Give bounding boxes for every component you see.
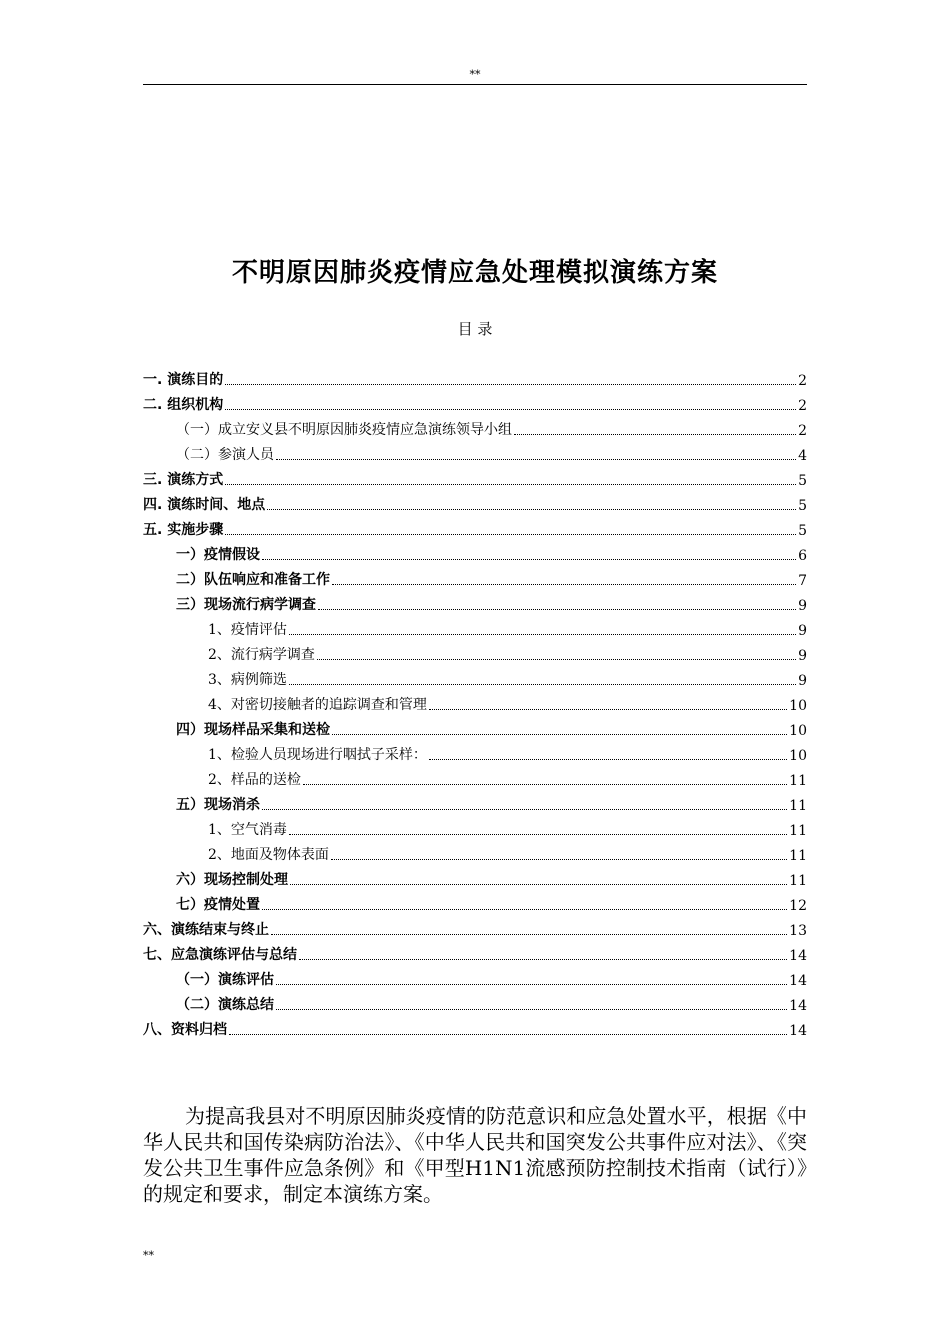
toc-entry[interactable]	[143, 389, 807, 414]
toc-entry-page: 5	[798, 498, 807, 514]
toc-dot-leader	[331, 859, 787, 860]
toc-entry-page: 13	[789, 923, 807, 939]
toc-entry-title: 2、样品的送检	[208, 772, 301, 788]
toc-dot-leader	[262, 809, 787, 810]
toc-entry-page: 14	[789, 998, 807, 1014]
toc-entry[interactable]	[143, 939, 807, 964]
toc-entry-title: 六、演练结束与终止	[143, 922, 269, 938]
toc-entry-title: 1、疫情评估	[208, 622, 287, 638]
toc-entry-title: （二）参演人员	[176, 447, 274, 463]
toc-entry-title: 四. 演练时间、地点	[143, 497, 266, 513]
toc-dot-leader	[289, 834, 787, 835]
header-rule	[143, 84, 807, 85]
toc-dot-leader	[276, 984, 787, 985]
toc-dot-leader	[514, 434, 796, 435]
toc-dot-leader	[317, 659, 796, 660]
toc-entry-title: 三. 演练方式	[143, 472, 224, 488]
toc-entry-title: 1、空气消毒	[208, 822, 287, 838]
toc-entry[interactable]	[143, 464, 807, 489]
toc-entry-title: 七）疫情处置	[176, 897, 260, 913]
toc-entry[interactable]	[143, 614, 807, 639]
toc-entry-page: 9	[798, 598, 807, 614]
toc-dot-leader	[267, 509, 796, 510]
toc-entry[interactable]	[143, 964, 807, 989]
toc-entry-title: （二）演练总结	[176, 997, 274, 1013]
toc-entry-title: （一）成立安义县不明原因肺炎疫情应急演练领导小组	[176, 422, 512, 438]
toc-entry-page: 7	[798, 573, 807, 589]
toc-entry-page: 10	[789, 698, 807, 714]
toc-entry-title: 八、资料归档	[143, 1022, 227, 1038]
toc-entry-page: 14	[789, 948, 807, 964]
toc-entry[interactable]	[143, 439, 807, 464]
toc-entry[interactable]	[143, 714, 807, 739]
toc-entry-page: 11	[789, 848, 807, 864]
toc-entry-title: 六）现场控制处理	[176, 872, 288, 888]
toc-entry-page: 11	[789, 823, 807, 839]
toc-entry-title: 一. 演练目的	[143, 372, 224, 388]
toc-entry[interactable]	[143, 839, 807, 864]
toc-dot-leader	[299, 959, 787, 960]
toc-entry[interactable]	[143, 589, 807, 614]
toc-entry-page: 2	[798, 398, 807, 414]
toc-entry[interactable]	[143, 539, 807, 564]
toc-dot-leader	[429, 709, 787, 710]
toc-dot-leader	[318, 609, 796, 610]
toc-entry-title: 2、流行病学调查	[208, 647, 315, 663]
toc-entry-title: 1、检验人员现场进行咽拭子采样：	[208, 747, 427, 763]
toc-entry-page: 11	[789, 773, 807, 789]
toc-entry-page: 2	[798, 373, 807, 389]
toc-entry[interactable]	[143, 889, 807, 914]
toc-entry-title: 五. 实施步骤	[143, 522, 224, 538]
toc-entry-page: 9	[798, 648, 807, 664]
document-title: 不明原因肺炎疫情应急处理模拟演练方案	[231, 258, 718, 288]
toc-entry[interactable]	[143, 689, 807, 714]
toc-heading: 目 录	[457, 320, 493, 338]
toc-entry[interactable]	[143, 1014, 807, 1039]
toc-entry-page: 9	[798, 673, 807, 689]
toc-entry-title: 五）现场消杀	[176, 797, 260, 813]
toc-dot-leader	[225, 484, 796, 485]
toc-entry[interactable]	[143, 489, 807, 514]
toc-entry-page: 10	[789, 723, 807, 739]
toc-dot-leader	[276, 459, 796, 460]
toc-dot-leader	[271, 934, 787, 935]
toc-entry-title: 4、对密切接触者的追踪调查和管理	[208, 697, 427, 713]
toc-entry[interactable]	[143, 864, 807, 889]
toc-dot-leader	[332, 734, 787, 735]
toc-entry[interactable]	[143, 364, 807, 389]
toc-entry-page: 6	[798, 548, 807, 564]
toc-entry-page: 10	[789, 748, 807, 764]
intro-paragraph: 为提高我县对不明原因肺炎疫情的防范意识和应急处置水平，根据《中华人民共和国传染病防治法》、《中华人民共和国突发公共事件应对法》、《突发公共卫生事件应急条例》和《甲型H1N1流感预防控制技术指南（试行）》的规定和要求，制定本演练方案。	[143, 1104, 807, 1206]
toc-dot-leader	[290, 884, 787, 885]
toc-entry[interactable]	[143, 764, 807, 789]
toc-entry-title: 四）现场样品采集和送检	[176, 722, 330, 738]
toc-entry-page: 12	[789, 898, 807, 914]
toc-entry-page: 4	[798, 448, 807, 464]
toc-entry-title: 3、病例筛选	[208, 672, 287, 688]
toc-entry-page: 11	[789, 873, 807, 889]
toc-entry-page: 9	[798, 623, 807, 639]
toc-entry-page: 14	[789, 1023, 807, 1039]
toc-entry[interactable]	[143, 664, 807, 689]
toc-dot-leader	[262, 559, 796, 560]
toc-dot-leader	[332, 584, 796, 585]
footer-mark: **	[143, 1249, 154, 1262]
toc-entry-page: 11	[789, 798, 807, 814]
toc-entry[interactable]	[143, 814, 807, 839]
toc-entry[interactable]	[143, 514, 807, 539]
toc-entry-title: 七、应急演练评估与总结	[143, 947, 297, 963]
toc-dot-leader	[289, 634, 796, 635]
toc-entry[interactable]	[143, 789, 807, 814]
toc-dot-leader	[303, 784, 787, 785]
toc-entry-title: （一）演练评估	[176, 972, 274, 988]
toc-dot-leader	[225, 534, 796, 535]
table-of-contents	[143, 364, 807, 1039]
toc-entry-page: 5	[798, 473, 807, 489]
toc-entry-title: 二. 组织机构	[143, 397, 224, 413]
toc-entry-page: 14	[789, 973, 807, 989]
toc-entry-page: 5	[798, 523, 807, 539]
toc-dot-leader	[262, 909, 787, 910]
toc-entry-title: 2、地面及物体表面	[208, 847, 329, 863]
toc-entry-title: 二）队伍响应和准备工作	[176, 572, 330, 588]
toc-entry-title: 三）现场流行病学调查	[176, 597, 316, 613]
toc-entry[interactable]	[143, 564, 807, 589]
toc-entry-title: 一）疫情假设	[176, 547, 260, 563]
toc-dot-leader	[225, 384, 796, 385]
toc-dot-leader	[289, 684, 796, 685]
toc-entry[interactable]	[143, 914, 807, 939]
toc-dot-leader	[225, 409, 796, 410]
toc-dot-leader	[229, 1034, 787, 1035]
toc-dot-leader	[276, 1009, 787, 1010]
toc-entry[interactable]	[143, 639, 807, 664]
toc-entry[interactable]	[143, 739, 807, 764]
toc-entry[interactable]	[143, 414, 807, 439]
header-mark: **	[469, 68, 481, 81]
toc-dot-leader	[429, 759, 787, 760]
toc-entry[interactable]	[143, 989, 807, 1014]
toc-entry-page: 2	[798, 423, 807, 439]
